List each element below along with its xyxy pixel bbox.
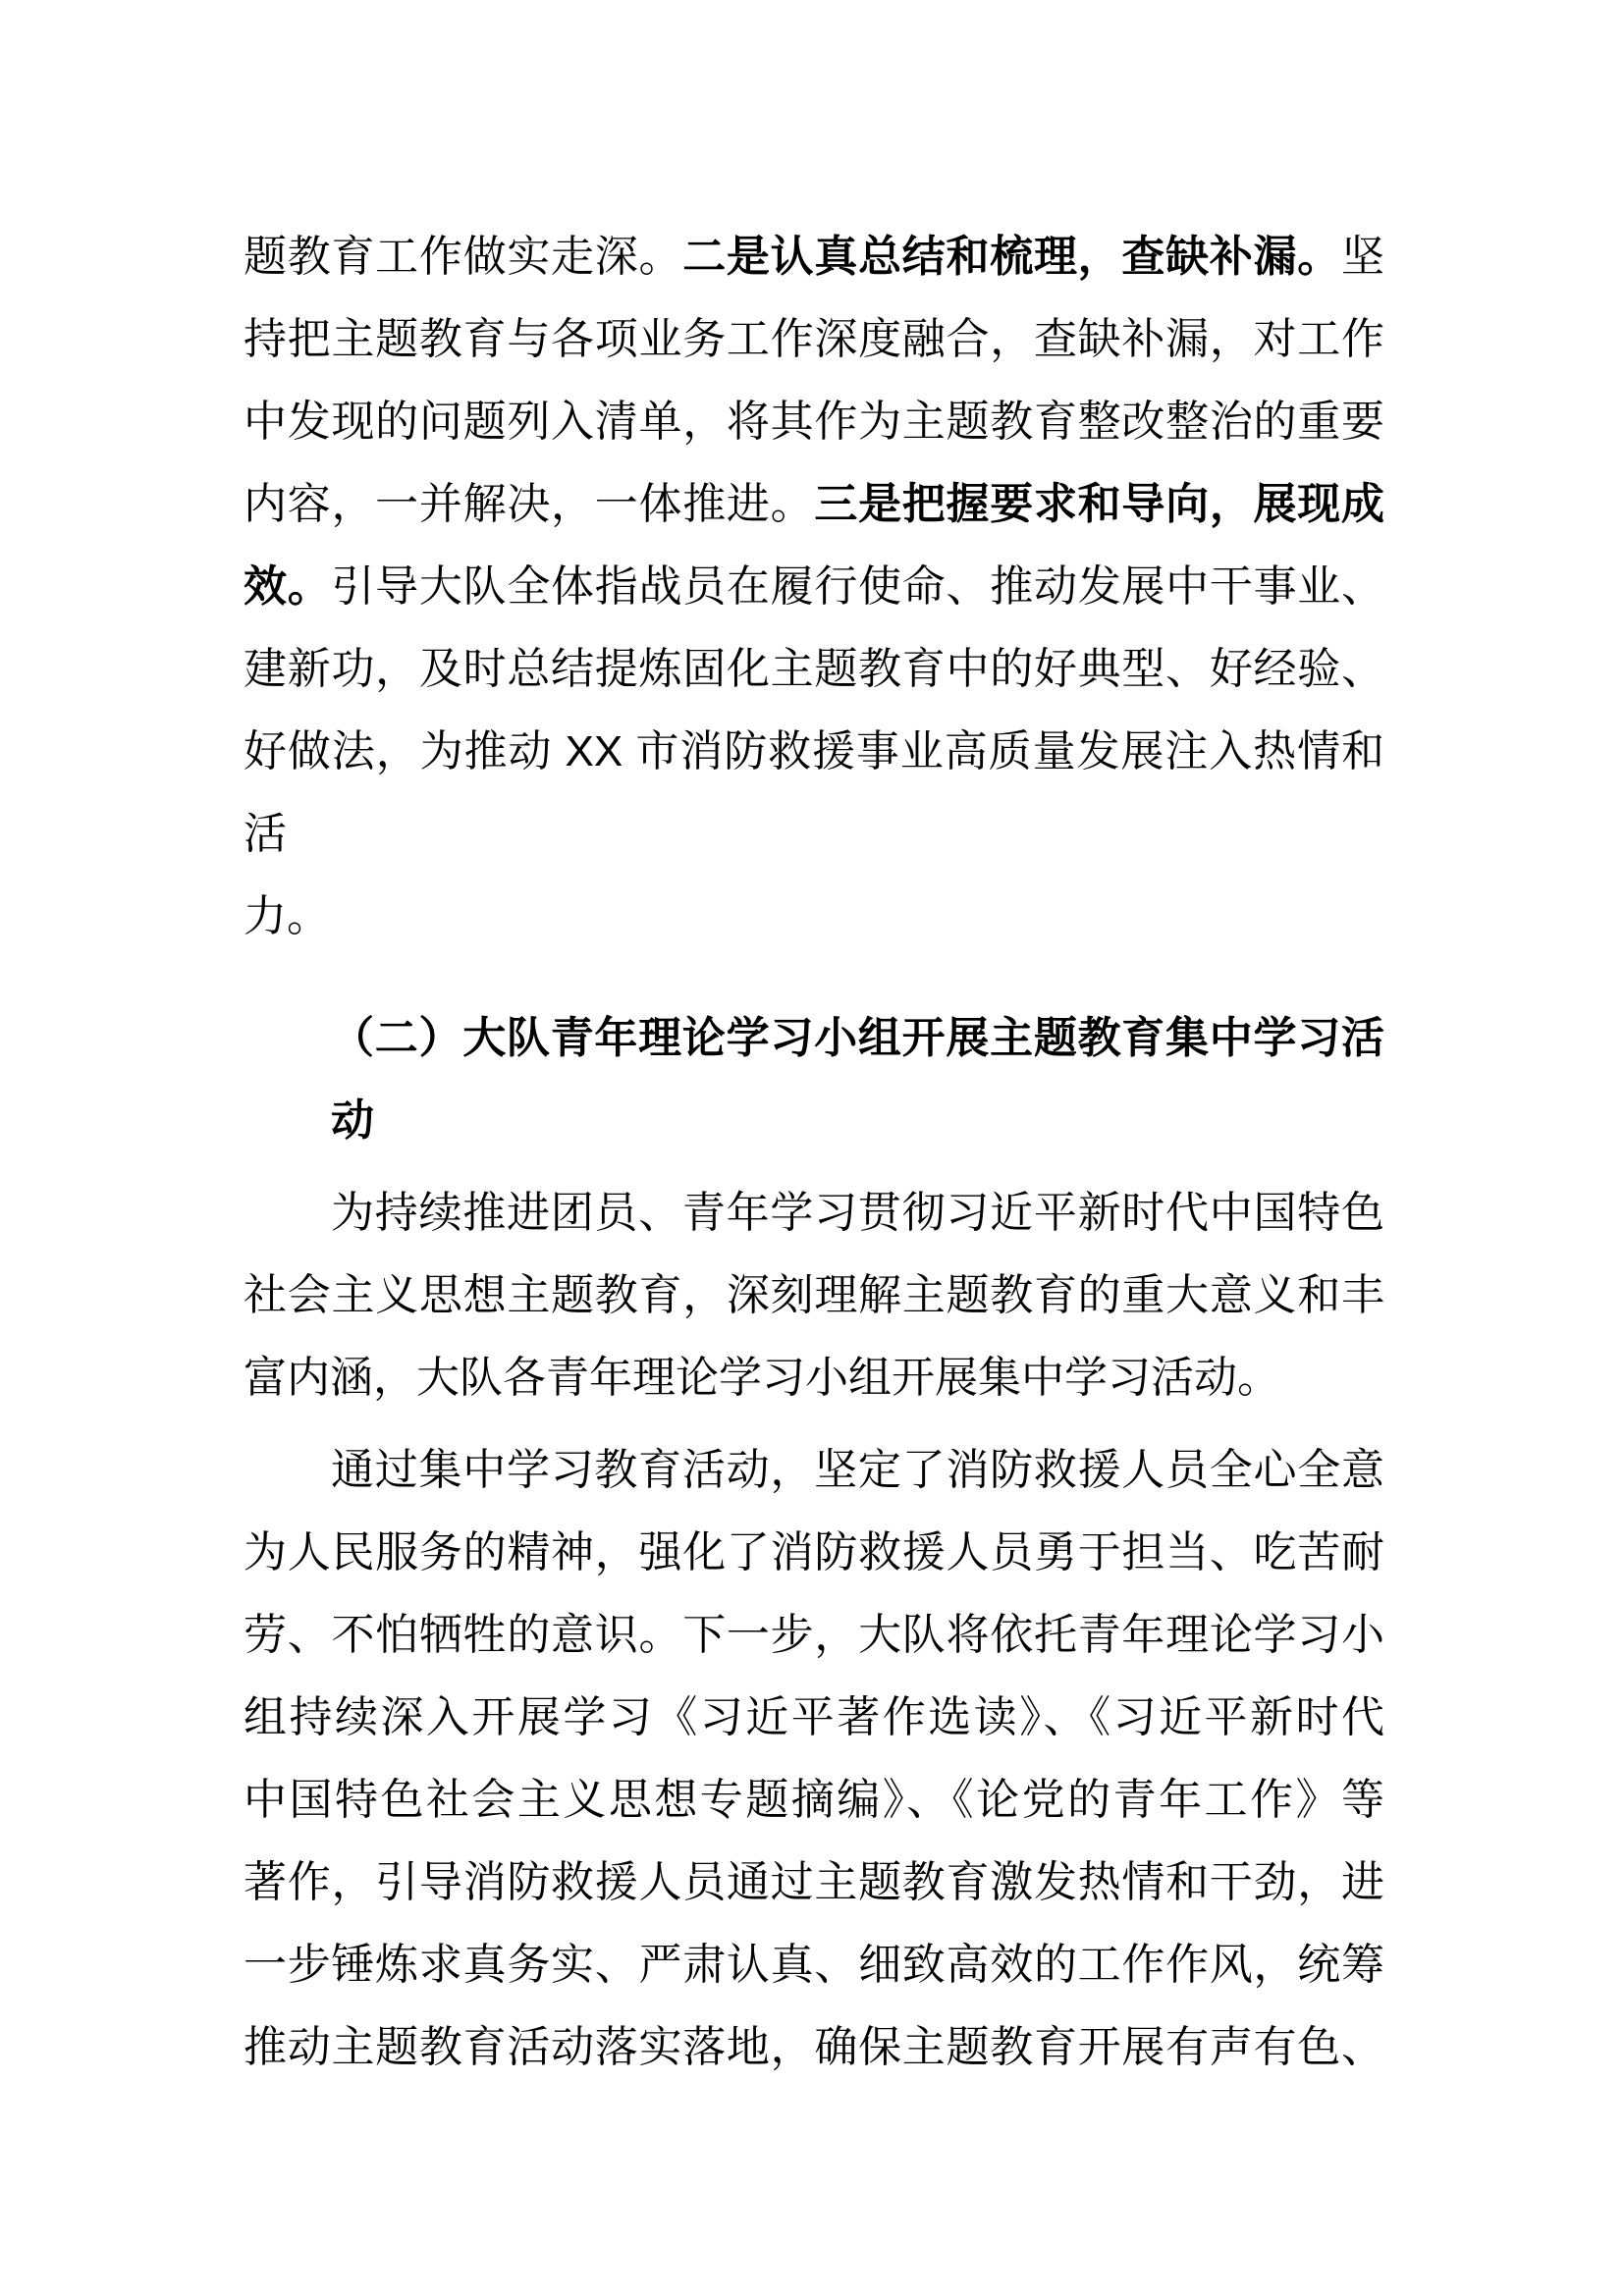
text-line: [244, 1337, 1384, 1419]
text-run: 中发现的问题列入清单，将其作为主题教育整改整治的重要: [244, 398, 1384, 446]
text-run: 推动主题教育活动落实落地，确保主题教育开展有声有色、: [244, 2023, 1384, 2071]
paragraph-continuation: [244, 216, 1384, 958]
text-line: [244, 1594, 1384, 1677]
text-line: [244, 381, 1384, 463]
text-run: 为人民服务的精神，强化了消防救援人员勇于担当、吃苦耐: [244, 1528, 1384, 1576]
text-line: [244, 711, 1384, 876]
text-run: 坚: [1341, 233, 1385, 281]
text-run: 中国特色社会主义思想专题摘编》、《论党的青年工作》等: [244, 1776, 1384, 1824]
text-line: [244, 298, 1384, 381]
heading-line: [331, 997, 1384, 1080]
heading-line: [331, 1080, 1384, 1162]
text-line: [244, 628, 1384, 711]
text-line: [244, 1842, 1384, 1924]
text-run: 好做法，为推动 XX 市消防救援事业高质量发展注入热情和活: [244, 727, 1384, 858]
text-line: [244, 463, 1384, 546]
text-line: [244, 1172, 1384, 1255]
text-line: [244, 216, 1384, 298]
text-line: [244, 2006, 1384, 2089]
text-run: 题教育工作做实走深。: [244, 233, 683, 281]
text-run: 一步锤炼求真务实、严肃认真、细致高效的工作作风，统筹: [244, 1941, 1384, 1989]
heading-text: 动: [331, 1096, 374, 1145]
section-heading: [331, 997, 1384, 1162]
text-run: 引导大队全体指战员在履行使命、推动发展中干事业、: [331, 562, 1385, 611]
text-line: [244, 1677, 1384, 1759]
text-run: 社会主义思想主题教育，深刻理解主题教育的重大意义和丰: [244, 1271, 1384, 1319]
text-run: 富内涵，大队各青年理论学习小组开展集中学习活动。: [244, 1354, 1280, 1402]
paragraph-body: [244, 1429, 1384, 2089]
text-run-bold: 二是认真总结和梳理，查缺补漏。: [682, 233, 1342, 281]
text-run: 力。: [244, 892, 330, 940]
text-line: [244, 1759, 1384, 1842]
text-run: 通过集中学习教育活动，坚定了消防救援人员全心全意: [331, 1446, 1384, 1494]
text-run-bold: 三是把握要求和导向，展现成: [814, 480, 1384, 528]
text-line: [244, 1429, 1384, 1512]
text-run: 劳、不怕牺牲的意识。下一步，大队将依托青年理论学习小: [244, 1611, 1384, 1659]
text-run: 建新功，及时总结提炼固化主题教育中的好典型、好经验、: [244, 645, 1384, 693]
text-line: [244, 876, 1384, 958]
paragraph-body: [244, 1172, 1384, 1419]
text-run: 著作，引导消防救援人员通过主题教育激发热情和干劲，进: [244, 1858, 1384, 1906]
text-run: 持把主题教育与各项业务工作深度融合，查缺补漏，对工作: [244, 315, 1384, 363]
heading-text: （二）大队青年理论学习小组开展主题教育集中学习活: [331, 1014, 1384, 1062]
text-run-bold: 效。: [244, 562, 332, 611]
text-run: 内容，一并解决，一体推进。: [244, 480, 815, 528]
text-line: [244, 1924, 1384, 2006]
text-run: 组持续深入开展学习《习近平著作选读》、《习近平新时代: [244, 1693, 1384, 1741]
text-line: [244, 1255, 1384, 1337]
text-line: [244, 546, 1384, 628]
text-line: [244, 1512, 1384, 1594]
text-run: 为持续推进团员、青年学习贯彻习近平新时代中国特色: [331, 1189, 1384, 1237]
